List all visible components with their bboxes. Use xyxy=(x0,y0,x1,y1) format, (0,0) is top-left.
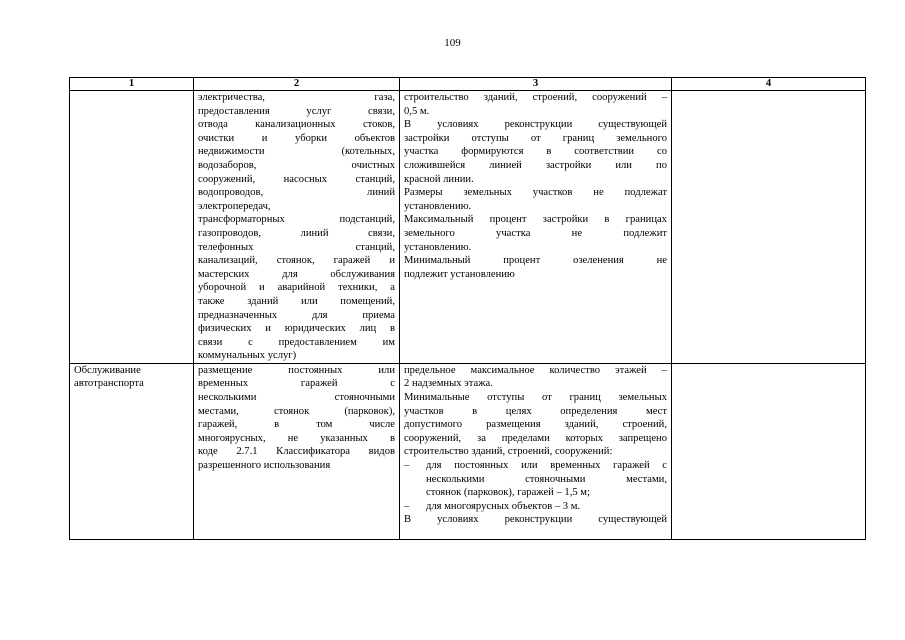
text-line: сооружений, насосных станций, xyxy=(198,173,395,185)
text-line: водопроводов, линий xyxy=(198,187,395,199)
text-line: Обслуживание xyxy=(74,364,141,376)
text-line: очистки и уборки объектов xyxy=(198,132,395,144)
text-line: стоянок (парковок), гаражей – 1,5 м; xyxy=(426,487,590,499)
text-line: физических и юридических лиц в xyxy=(198,323,395,335)
text-line: несколькими стояночными xyxy=(198,392,395,404)
text-line: многоярусных, не указанных в xyxy=(198,432,395,444)
text-line: электропередач, xyxy=(198,200,271,212)
column-header: 3 xyxy=(400,78,672,91)
text-line: гаражей, в том числе xyxy=(198,419,395,431)
text-line: сложившейся линией застройки или по xyxy=(404,159,667,171)
text-line: установлению. xyxy=(404,241,472,253)
text-line: электричества, газа, xyxy=(198,92,395,103)
text-line: 0,5 м. xyxy=(404,105,430,117)
text-line: сооружений, за пределами которых запрещено xyxy=(404,432,667,444)
text-line: допустимого размещения зданий, строений, xyxy=(404,419,667,431)
text-line: красной линии. xyxy=(404,173,474,185)
text-line: 2 надземных этажа. xyxy=(404,378,493,390)
column-header: 4 xyxy=(672,78,866,91)
use-type-cell xyxy=(70,91,194,364)
notes-cell xyxy=(672,91,866,364)
text-line: участков в целях определения мест xyxy=(404,405,667,417)
text-line: установлению. xyxy=(404,200,472,212)
table-row xyxy=(70,363,866,539)
regulation-table xyxy=(69,77,866,540)
parameters-cell xyxy=(400,91,672,364)
text-line: предоставления услуг связи, xyxy=(198,105,395,117)
text-line: В условиях реконструкции существующей xyxy=(404,119,667,131)
page-number: 109 xyxy=(444,37,461,49)
dash-list xyxy=(404,459,667,513)
text-line: коде 2.7.1 Классификатора видов xyxy=(198,446,395,458)
text-line: предельное максимальное количество этажей – xyxy=(404,364,667,376)
text-line: разрешенного использования xyxy=(198,460,331,472)
text-line: трансформаторных подстанций, xyxy=(198,214,395,226)
text-line: газопроводов, линий связи, xyxy=(198,227,395,239)
text-line: – для многоярусных объектов – 3 м. xyxy=(426,500,581,512)
text-line: подлежит установлению xyxy=(404,268,515,280)
table-row xyxy=(70,91,866,364)
text-line: размещение постоянных или xyxy=(198,364,395,376)
text-line: застройки отступы от границ земельного xyxy=(404,132,667,144)
text-line: телефонных станций, xyxy=(198,241,395,253)
text-line: – для постоянных или временных гаражей с xyxy=(426,460,667,472)
text-line: также зданий или помещений, xyxy=(198,295,395,307)
text-line: строительство зданий, строений, сооружений – xyxy=(404,92,667,103)
text-line: В условиях реконструкции существующей xyxy=(404,514,667,526)
column-header: 2 xyxy=(194,78,400,91)
use-description-cell xyxy=(194,91,400,364)
text-line: несколькими стояночными местами, xyxy=(426,473,667,485)
text-line: участка формируются в соответствии со xyxy=(404,146,667,158)
column-header: 1 xyxy=(70,78,194,91)
notes-cell xyxy=(672,363,866,539)
text-line: Размеры земельных участков не подлежат xyxy=(404,187,667,199)
parameters-cell xyxy=(400,363,672,539)
text-line: автотранспорта xyxy=(74,378,144,390)
text-line: предназначенных для приема xyxy=(198,309,395,321)
text-line: мастерских для обслуживания xyxy=(198,268,395,280)
text-line: связи с предоставлением им xyxy=(198,336,395,348)
text-line: канализаций, стоянок, гаражей и xyxy=(198,255,395,267)
text-line: строительство зданий, строений, сооружений: xyxy=(404,446,613,458)
use-type-cell xyxy=(70,363,194,539)
text-line: временных гаражей с xyxy=(198,378,395,390)
text-line: Минимальные отступы от границ земельных xyxy=(404,392,667,404)
text-line: Минимальный процент озеленения не xyxy=(404,255,667,267)
text-line: недвижимости (котельных, xyxy=(198,146,395,158)
list-item xyxy=(404,500,667,514)
use-description-cell xyxy=(194,363,400,539)
table-header-row xyxy=(70,78,866,91)
text-line: коммунальных услуг) xyxy=(198,350,297,362)
text-line: Максимальный процент застройки в границах xyxy=(404,214,667,226)
text-line: земельного участка не подлежит xyxy=(404,227,667,239)
list-item xyxy=(404,459,667,500)
text-line: местами, стоянок (парковок), xyxy=(198,405,395,417)
text-line: водозаборов, очистных xyxy=(198,159,395,171)
text-line: уборочной и аварийной техники, а xyxy=(198,282,395,294)
text-line: отвода канализационных стоков, xyxy=(198,119,395,131)
